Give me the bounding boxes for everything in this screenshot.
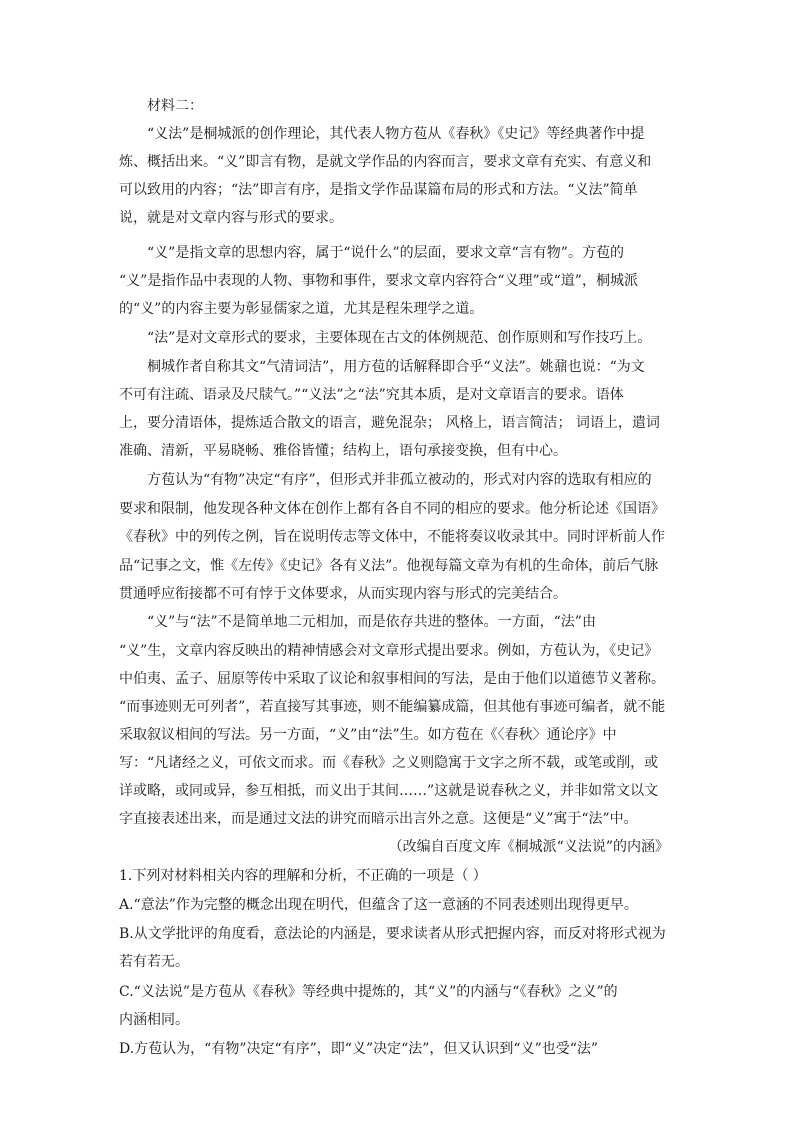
option-b: B.从文学批评的角度看，意法论的内涵是，要求读者从形式把握内容，而反对将形式视为 bbox=[119, 926, 666, 942]
paragraph-line: 《春秋》中的列传之例，旨在说明传志等文体中，不能将奏议收录其中。同时评析前人作 bbox=[119, 529, 665, 545]
paragraph-line: “义”与“法”不是简单地二元相加，而是依存共进的整体。一方面，“法”由 bbox=[147, 614, 596, 630]
paragraph-line: 详或略，或同或异，参互相抵，而义出于其间……”这就是说春秋之义，并非如常文以文 bbox=[119, 783, 659, 799]
paragraph-line: “法”是对文章形式的要求，主要体现在古文的体例规范、创作原则和写作技巧上。 bbox=[147, 330, 652, 346]
option-c: C.“义法说”是方苞从《春秋》等经典中提炼的，其“义”的内涵与“《春秋》之义”的 bbox=[119, 984, 618, 1000]
option-b-continued: 若有若无。 bbox=[119, 954, 189, 970]
paragraph-line: 贯通呼应衔接都不可有悖于文体要求，从而实现内容与形式的完美结合。 bbox=[119, 586, 567, 602]
paragraph-line: “义”是指文章的思想内容，属于“说什么”的层面，要求文章“言有物”。方苞的 bbox=[147, 245, 624, 261]
paragraph-line: 中伯夷、孟子、屈原等传中采取了议论和叙事相间的写法，是由于他们以道德节义著称。 bbox=[119, 671, 665, 687]
paragraph-line: 的“义”的内容主要为彰显儒家之道，尤其是程朱理学之道。 bbox=[119, 301, 484, 317]
paragraph-line: 可以致用的内容；“法”即言有序，是指文学作品谋篇布局的形式和方法。“义法”简单 bbox=[119, 182, 638, 198]
paragraph-line: 要求和限制，他发现各种文体在创作上都有各自不同的相应的要求。他分析论述《国语》 bbox=[119, 501, 665, 517]
material-heading: 材料二： bbox=[147, 98, 203, 114]
option-d: D.方苞认为，“有物”决定“有序”，即“义”决定“法”，但又认识到“义”也受“法” bbox=[119, 1041, 599, 1057]
paragraph-line: 说，就是对文章内容与形式的要求。 bbox=[119, 210, 343, 226]
paragraph-line: 采取叙议相间的写法。另一方面，“义”由“法”生。如方苞在《〈春秋〉通论序》中 bbox=[119, 727, 617, 743]
paragraph-line: “义法”是桐城派的创作理论，其代表人物方苞从《春秋》《史记》等经典著作中提 bbox=[147, 126, 645, 142]
paragraph-line: 方苞认为“有物”决定“有序”，但形式并非孤立被动的，形式对内容的选取有相应的 bbox=[147, 472, 652, 488]
paragraph-line: 不可有注疏、语录及尺牍气。”“义法”之“法”究其本质，是对文章语言的要求。语体 bbox=[119, 387, 624, 403]
option-a: A.“意法”作为完整的概念出现在明代，但蕴含了这一意涵的不同表述则出现得更早。 bbox=[119, 897, 638, 913]
paragraph-line: 写：“凡诸经之义，可依文而求。而《春秋》之义则隐寓于文字之所不载，或笔或削，或 bbox=[119, 755, 659, 771]
paragraph-line: 品“记事之文，惟《左传》《史记》各有义法”。他视每篇文章为有机的生命体，前后气脉 bbox=[119, 558, 659, 574]
paragraph-line: 准确、清新，平易晓畅、雅俗皆懂；结构上，语句承接变换，但有中心。 bbox=[119, 443, 567, 459]
paragraph-line: 炼、概括出来。“义”即言有物，是就文学作品的内容而言，要求文章有充实、有意义和 bbox=[119, 154, 652, 170]
paragraph-line: “义”生，文章内容反映出的精神情感会对文章形式提出要求。例如，方苞认为，《史记》 bbox=[119, 643, 659, 659]
paragraph-line: “义”是指作品中表现的人物、事物和事件，要求文章内容符合“义理”或“道”，桐城派 bbox=[119, 273, 638, 289]
paragraph-line: 字直接表述出来，而是通过文法的讲究而暗示出言外之意。这便是“义”寓于“法”中。 bbox=[119, 811, 638, 827]
paragraph-line: 桐城作者自称其文“气清词洁”，用方苞的话解释即合乎“义法”。姚鼐也说：“为文 bbox=[147, 359, 645, 375]
paragraph-line: 上，要分清语体，提炼适合散文的语言，避免混杂； 风格上，语言简洁； 词语上，遣词 bbox=[119, 415, 660, 431]
source-citation: （改编自百度文库《桐城派“义法说”的内涵》 bbox=[388, 839, 669, 855]
option-c-continued: 内涵相同。 bbox=[119, 1012, 189, 1028]
paragraph-line: “而事迹则无可列者”，若直接写其事迹，则不能编纂成篇，但其他有事迹可编者，就不能 bbox=[119, 699, 666, 715]
question-stem: 1.下列对材料相关内容的理解和分析，不正确的一项是（ ） bbox=[119, 868, 487, 884]
